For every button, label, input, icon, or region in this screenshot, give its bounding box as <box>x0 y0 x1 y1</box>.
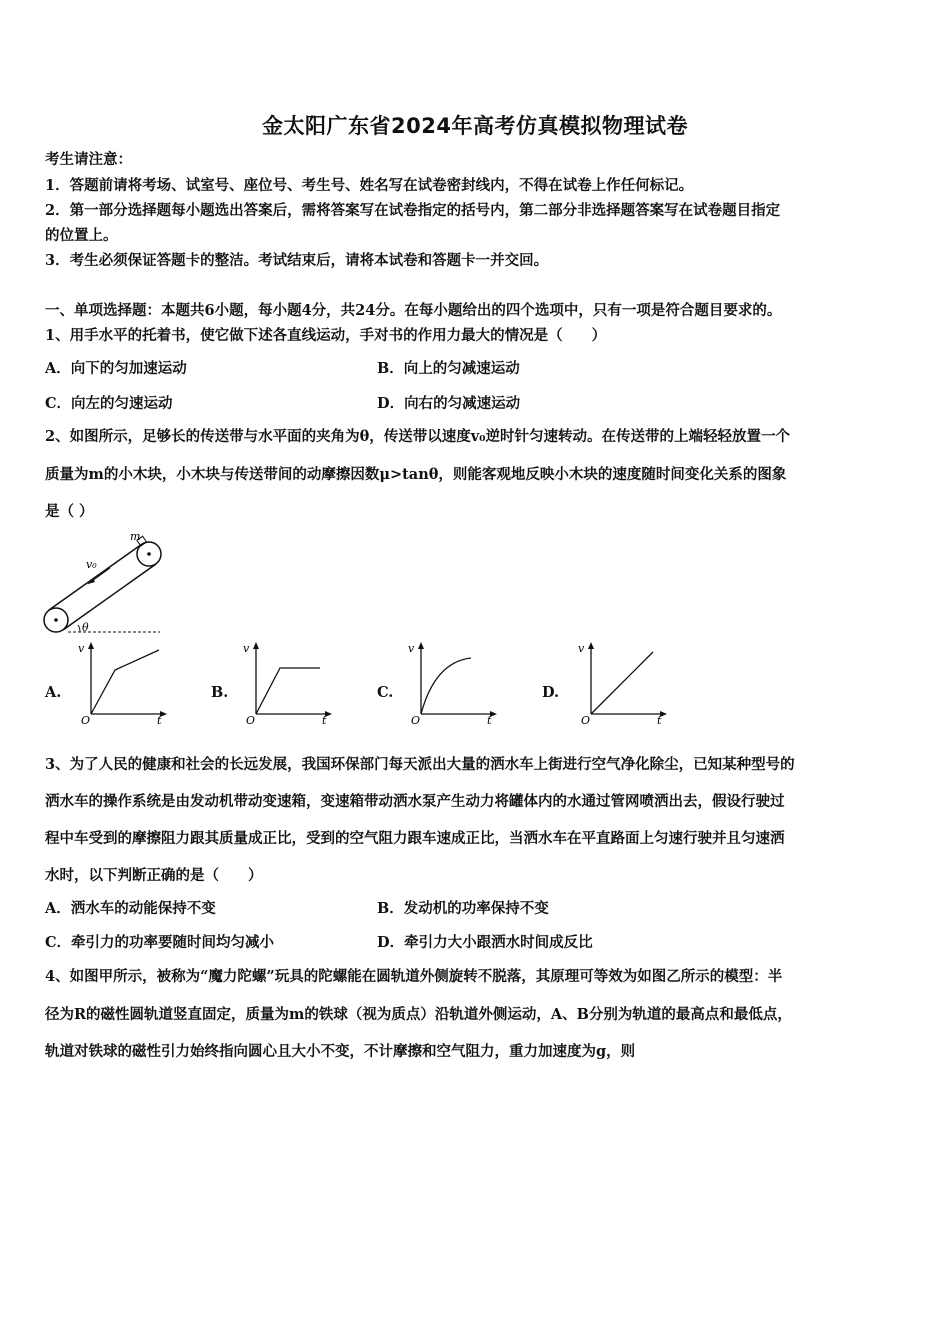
q3-option-a: A．洒水车的动能保持不变 <box>45 900 216 917</box>
q4-stem-line1: 4、如图甲所示，被称为“魔力陀螺”玩具的陀螺能在圆轨道外侧旋转不脱落，其原理可等效为如图乙所示的模型：半 <box>45 968 783 985</box>
q3-stem-line2: 洒水车的操作系统是由发动机带动变速箱，变速箱带动洒水泵产生动力将罐体内的水通过管网喷洒出去，假设行驶过 <box>45 793 785 810</box>
q1-option-a: A．向下的匀加速运动 <box>45 360 187 377</box>
q2-stem-line2: 质量为m的小木块，小木块与传送带间的动摩擦因数μ>tanθ，则能客观地反映小木块的速度随时间变化关系的图象 <box>45 466 787 483</box>
svg-text:O: O <box>81 714 91 725</box>
svg-text:O: O <box>581 714 591 725</box>
q3-option-d: D．牵引力大小跟洒水时间成反比 <box>377 934 593 951</box>
notice-item-3: 3．考生必须保证答题卡的整洁。考试结束后，请将本试卷和答题卡一并交回。 <box>45 252 549 269</box>
notice-item-2: 2．第一部分选择题每小题选出答案后，需将答案写在试卷指定的括号内，第二部分非选择题答案写在试卷题目指定 <box>45 202 781 219</box>
graph-b <box>240 640 335 725</box>
mass-label: m <box>130 530 141 543</box>
graph-a <box>75 640 170 725</box>
conveyor-belt-figure <box>40 528 170 638</box>
theta-label: θ <box>82 621 89 634</box>
notice-item-1: 1．答题前请将考场、试室号、座位号、考生号、姓名写在试卷密封线内，不得在试卷上作任何标记。 <box>45 177 694 194</box>
svg-text:O: O <box>411 714 421 725</box>
svg-text:t: t <box>157 714 162 725</box>
svg-text:t: t <box>322 714 327 725</box>
svg-text:t: t <box>657 714 662 725</box>
q3-option-b: B．发动机的功率保持不变 <box>377 900 549 917</box>
q3-stem-line1: 3、为了人民的健康和社会的长远发展，我国环保部门每天派出大量的洒水车上街进行空气净化除尘，已知某种型号的 <box>45 756 795 773</box>
v0-label: v₀ <box>86 558 97 571</box>
q2-option-d: D. <box>542 684 560 701</box>
svg-text:v: v <box>243 642 250 655</box>
q1-option-b: B．向上的匀减速运动 <box>377 360 520 377</box>
graph-d <box>575 640 670 725</box>
q2-option-b: B. <box>211 684 229 701</box>
q2-option-c: C. <box>377 684 394 701</box>
q2-option-a: A. <box>45 684 62 701</box>
notice-header: 考生请注意： <box>45 151 132 168</box>
svg-text:O: O <box>246 714 256 725</box>
q3-option-c: C．牵引力的功率要随时间均匀减小 <box>45 934 275 951</box>
q4-stem-line2: 径为R的磁性圆轨道竖直固定，质量为m的铁球（视为质点）沿轨道外侧运动，A、B分别为轨道的最高点和最低点， <box>45 1006 792 1023</box>
q2-stem-line1: 2、如图所示，足够长的传送带与水平面的夹角为θ，传送带以速度v₀逆时针匀速转动。在传送带的上端轻轻放置一个 <box>45 428 791 445</box>
svg-text:t: t <box>487 714 492 725</box>
q3-stem-line3: 程中车受到的摩擦阻力跟其质量成正比，受到的空气阻力跟车速成正比，当洒水车在平直路面上匀速行驶并且匀速洒 <box>45 830 785 847</box>
q1-option-c: C．向左的匀速运动 <box>45 395 173 412</box>
svg-text:v: v <box>408 642 415 655</box>
graph-c <box>405 640 500 725</box>
q3-stem-line4: 水时，以下判断正确的是（ ） <box>45 867 263 884</box>
section-heading: 一、单项选择题：本题共6小题，每小题4分，共24分。在每小题给出的四个选项中，只有一项是符合题目要求的。 <box>45 302 782 319</box>
q4-stem-line3: 轨道对铁球的磁性引力始终指向圆心且大小不变，不计摩擦和空气阻力，重力加速度为g，则 <box>45 1043 636 1060</box>
page-title: 金太阳广东省2024年高考仿真模拟物理试卷 <box>262 114 688 138</box>
svg-text:v: v <box>578 642 585 655</box>
q2-stem-line3: 是（ ） <box>45 503 94 520</box>
q1-stem: 1、用手水平的托着书，使它做下述各直线运动，手对书的作用力最大的情况是（ ） <box>45 327 607 344</box>
notice-item-2-cont: 的位置上。 <box>45 227 118 244</box>
svg-text:v: v <box>78 642 85 655</box>
q1-option-d: D．向右的匀减速运动 <box>377 395 521 412</box>
